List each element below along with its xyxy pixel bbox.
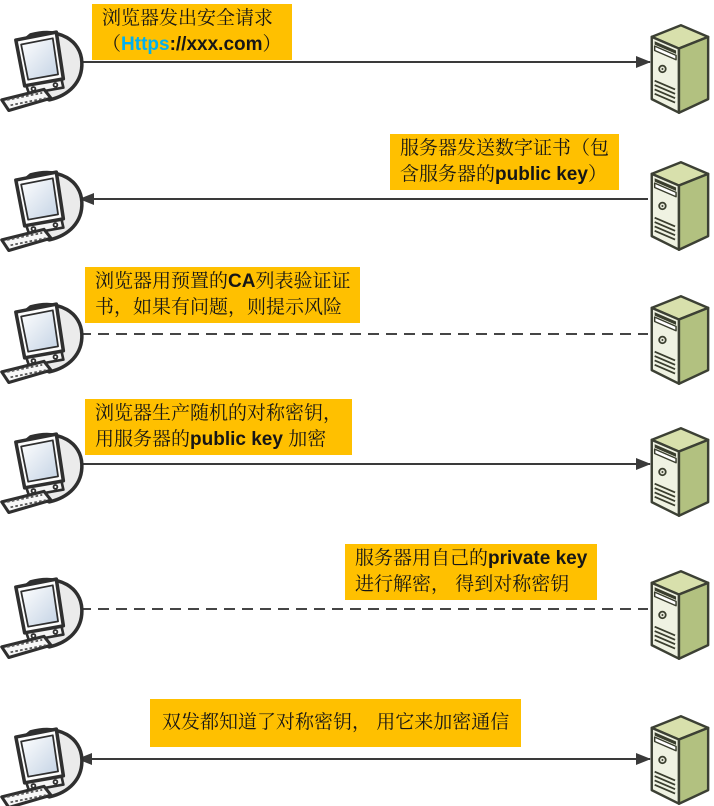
- message-connector: [58, 463, 650, 465]
- label-segment: 加密: [282, 429, 327, 450]
- message-connector: [78, 758, 650, 760]
- label-line: [102, 32, 282, 58]
- label-segment: 用服务器的: [95, 429, 191, 450]
- label-segment: 服务器发送数字证书（包: [400, 138, 610, 159]
- message-connector: [62, 608, 648, 610]
- server-icon: [643, 566, 713, 662]
- label-segment: 浏览器生产随机的对称密钥，: [95, 403, 343, 424]
- label-segment: private key: [488, 548, 588, 569]
- label-segment: 浏览器发出安全请求: [102, 8, 274, 29]
- message-connector: [62, 333, 648, 335]
- label-segment: ://xxx.com: [169, 34, 263, 55]
- step-label: [390, 134, 619, 190]
- label-line: [355, 546, 587, 572]
- step-label: [150, 699, 521, 747]
- label-line: [102, 6, 282, 32]
- label-line: [95, 401, 342, 427]
- label-line: [95, 295, 350, 321]
- label-segment: Https: [121, 34, 170, 55]
- computer-icon: [0, 428, 88, 516]
- label-segment: 进行解密， 得到对称密钥: [355, 574, 570, 595]
- server-icon: [643, 291, 713, 387]
- label-line: [400, 136, 609, 162]
- label-line: [162, 710, 509, 736]
- label-segment: ）: [262, 34, 282, 55]
- server-icon: [643, 423, 713, 519]
- label-segment: public key: [190, 429, 283, 450]
- server-icon: [643, 157, 713, 253]
- computer-icon: [0, 573, 88, 661]
- label-segment: 浏览器用预置的: [95, 271, 229, 292]
- server-icon: [643, 711, 713, 806]
- message-connector: [80, 198, 648, 200]
- label-segment: 服务器用自己的: [355, 548, 489, 569]
- step-label: [85, 267, 360, 323]
- step-label: [92, 4, 292, 60]
- computer-icon: [0, 26, 88, 114]
- label-segment: 含服务器的: [400, 164, 496, 185]
- label-segment: public key: [495, 164, 588, 185]
- server-icon: [643, 20, 713, 116]
- computer-icon: [0, 723, 88, 806]
- label-segment: 书，如果有问题，则提示风险: [95, 297, 343, 318]
- message-connector: [58, 61, 650, 63]
- label-segment: 双发都知道了对称密钥， 用它来加密通信: [162, 712, 510, 733]
- label-segment: （: [102, 34, 122, 55]
- step-label: [85, 399, 352, 455]
- label-line: [355, 572, 587, 598]
- label-line: [95, 427, 342, 453]
- label-segment: ）: [587, 164, 607, 185]
- step-label: [345, 544, 597, 600]
- label-segment: CA: [228, 271, 256, 292]
- computer-icon: [0, 298, 88, 386]
- label-line: [95, 269, 350, 295]
- computer-icon: [0, 166, 88, 254]
- label-line: [400, 162, 609, 188]
- label-segment: 列表验证证: [255, 271, 351, 292]
